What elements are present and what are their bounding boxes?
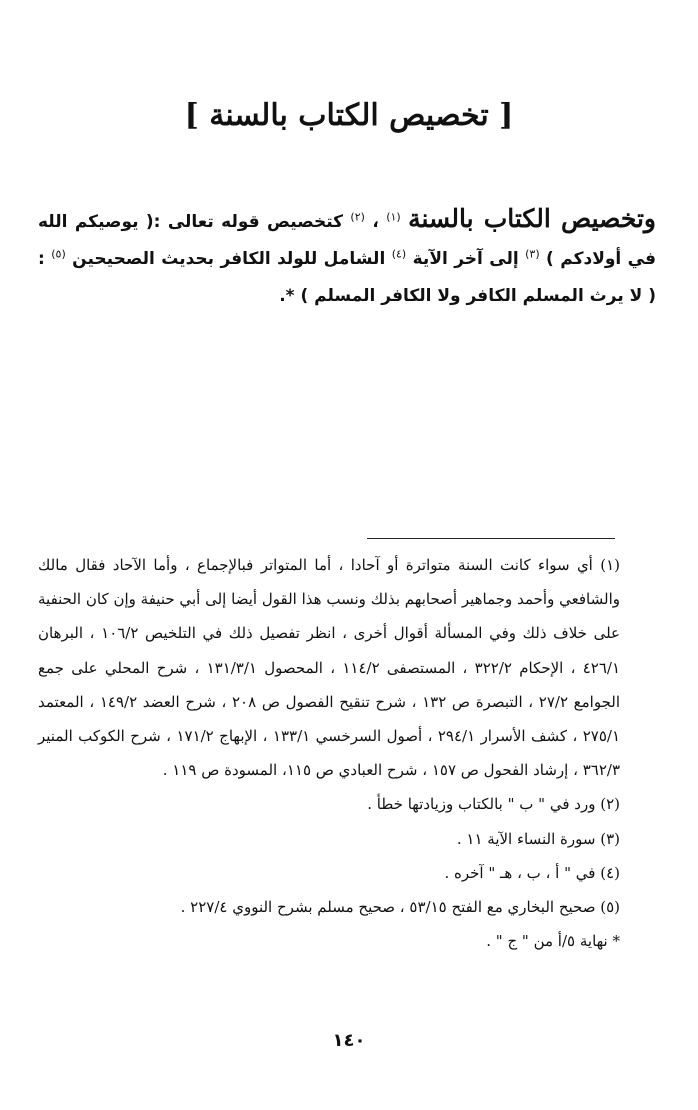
footnote-3: (٣) سورة النساء الآية ١١ . xyxy=(456,829,620,848)
title-open-bracket: [ xyxy=(499,98,514,133)
chapter-title xyxy=(0,98,698,133)
footnote-4: (٤) في " أ ، ب ، هـ " آخره . xyxy=(444,863,620,882)
paragraph-part-2: إلى آخر الآية xyxy=(406,249,526,269)
paragraph-part-1: كتخصيص قوله تعالى :( يوصيكم الله في أولادكم ) xyxy=(38,212,656,269)
footnote-ref-5: (٥) xyxy=(51,247,66,261)
paragraph-lead: وتخصيص الكتاب بالسنة xyxy=(408,204,656,233)
footnote-ref-2: (٢) xyxy=(350,210,365,224)
footnote-ref-3: (٣) xyxy=(525,247,540,261)
footnote-5: (٥) صحيح البخاري مع الفتح ٥٣/١٥ ، صحيح مسلم بشرح النووي ٢٢٧/٤ . xyxy=(180,898,620,917)
main-paragraph xyxy=(38,200,656,315)
paragraph-part-4: :( لا يرث المسلم الكافر ولا الكافر المسلم ) *. xyxy=(38,249,656,306)
footnotes xyxy=(38,548,620,958)
footnote-ref-4: (٤) xyxy=(391,247,407,261)
page-number: ١٤٠ xyxy=(332,1030,366,1051)
footnote-1: (١) أي سواء كانت السنة متواترة أو آحادا ، أما المتواتر فبالإجماع ، وأما الآحاد فقال مالك والشافعي وأحمد وجماهير أصحابهم بذلك ونسب هذا القول أيضا إلى أبي حنيفة وإن كان الحنفية على خلاف ذلك وفي المسألة أقوال أخرى ، انظر تفصيل ذلك في التلخيص ١٠٦/٢ ، البرهان ٤٢٦/١ ، الإحكام ٣٢٢/٢ ، المستصفى ١١٤/٢ ، المحصول ١٣١/٣/١ ، شرح المحلي على جمع الجوامع ٢٧/٢ ، التبصرة ص ١٣٢ ، شرح تنقيح الفصول ص ٢٠٨ ، شرح العضد ١٤٩/٢ ، المعتمد ٢٧٥/١ ، كشف الأسرار ٢٩٤/١ ، أصول السرخسي ١٣٣/١ ، الإبهاج ١٧١/٢ ، شرح الكوكب المنير ٣٦٢/٣ ، إرشاد الفحول ص ١٥٧ ، شرح العبادي ص ١١٥، المسودة ص ١١٩ . xyxy=(38,556,621,780)
separator: ، xyxy=(364,212,387,232)
page-break-marker: * نهاية ٥/أ من " ج " . xyxy=(486,932,620,951)
footnote-ref-1: (١) xyxy=(386,210,401,224)
paragraph-part-3: الشامل للولد الكافر بحديث الصحيحين xyxy=(65,249,392,269)
title-close-bracket: ] xyxy=(184,98,199,133)
footnote-2: (٢) ورد في " ب " بالكتاب وزيادتها خطأ . xyxy=(367,795,620,814)
title-text: تخصيص الكتاب بالسنة xyxy=(209,98,489,133)
footnote-separator-rule xyxy=(367,538,615,539)
